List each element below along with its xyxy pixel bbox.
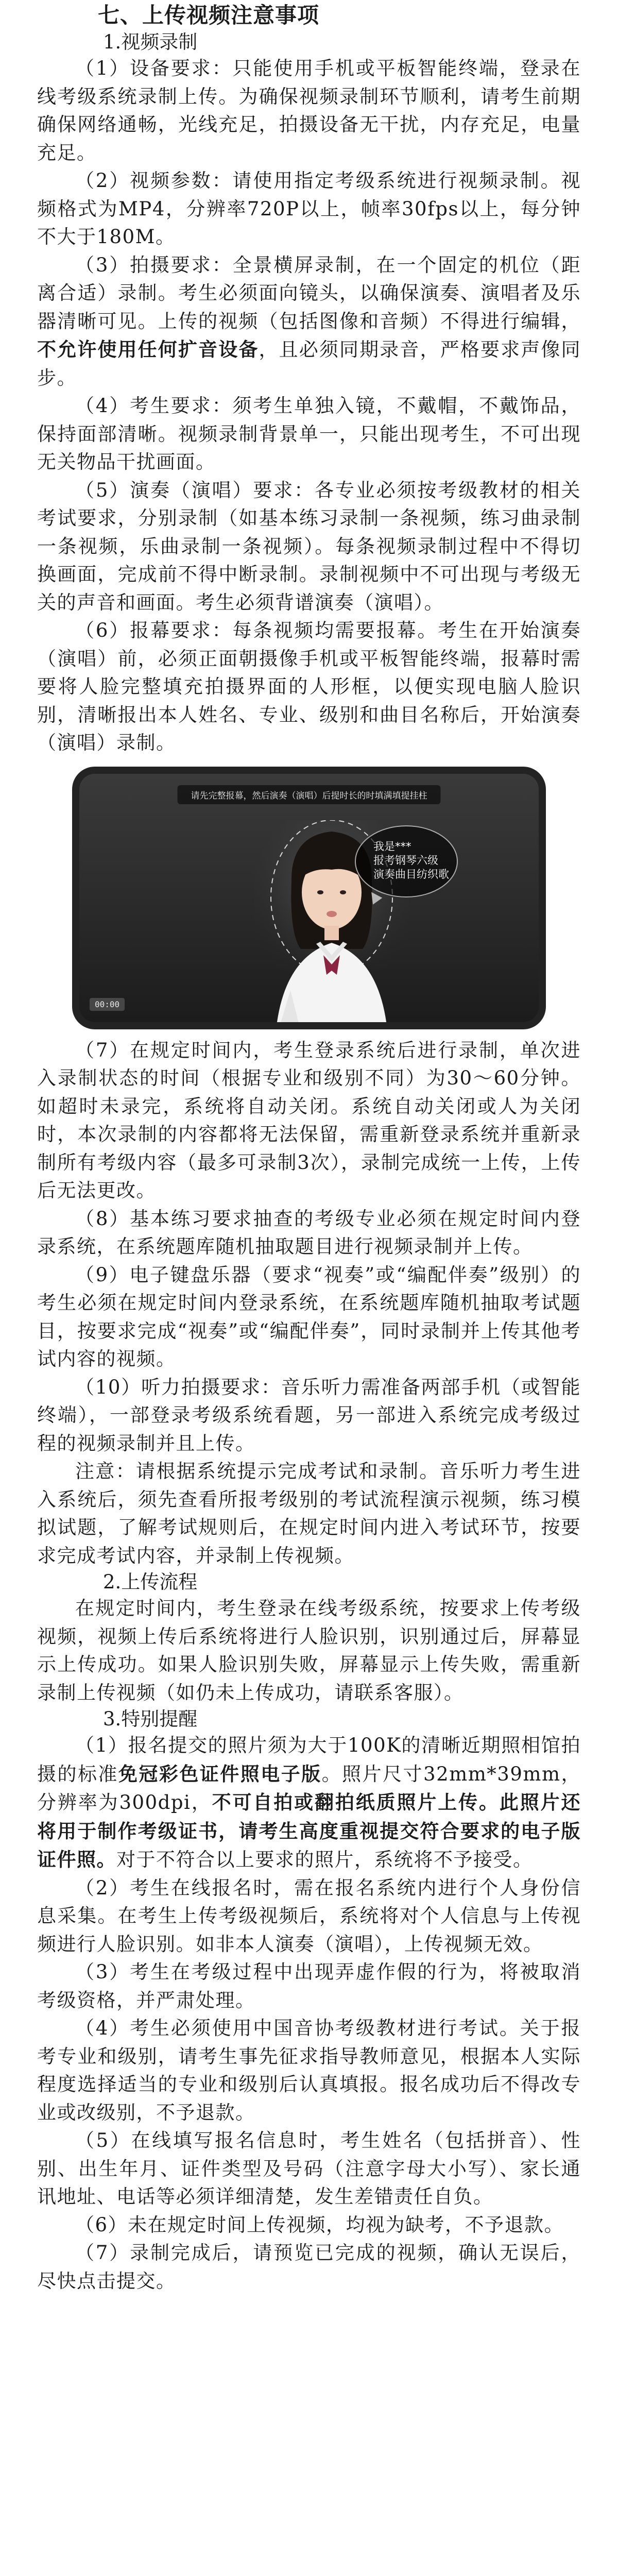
reminder-fraud: （3）考生在考级过程中出现弄虚作假的行为，将被取消考级资格，并严肃处理。 bbox=[37, 1961, 581, 2011]
item-candidate-requirements: （4）考生要求：须考生单独入镜，不戴帽，不戴饰品，保持面部清晰。视频录制背景单一，只能出现考生，不可出现无关物品干扰画面。 bbox=[37, 395, 581, 473]
reminder-deadline: （6）未在规定时间上传视频，均视为缺考，不予退款。 bbox=[75, 2213, 564, 2236]
phone-frame bbox=[72, 767, 546, 1029]
reminder-registration-info: （5）在线填写报名信息时，考生姓名（包括拼音）、性别、出生年月、证件类型及号码（注意字母大小写）、家长通讯地址、电话等必须详细清楚，发生差错责任自负。 bbox=[37, 2129, 581, 2208]
item-electronic-keyboard: （9）电子键盘乐器（要求“视奏”或“编配伴奏”级别）的考生必须在规定时间内登录系统，在系统题库随机抽取考试题目，按要求完成“视奏”或“编配伴奏”，同时录制并上传其他考试内容的视频。 bbox=[37, 1263, 581, 1370]
photo-text-bold-2: 不可自拍或翻拍纸质照片上传。此照片还将用于制作考级证书，请考生高度重视提交符合要求的电子版证件照。 bbox=[37, 1791, 581, 1871]
reminder-photo bbox=[37, 1732, 581, 1874]
photo-text-c: 。照片尺寸32mm*39mm，分辨率为300dpi， bbox=[37, 1762, 581, 1814]
item-listening-shooting: （10）听力拍摄要求：音乐听力需准备两部手机（或智能终端），一部登录考级系统看题，另一部进入系统完成考级过程的视频录制并且上传。 bbox=[37, 1376, 581, 1454]
part3-heading: 3.特别提醒 bbox=[103, 1708, 198, 1730]
photo-text-e: 对于不符合以上要求的照片，系统将不予接受。 bbox=[116, 1849, 533, 1871]
upload-process-text: 在规定时间内，考生登录在线考级系统，按要求上传考级视频，视频上传后系统将进行人脸识别，识别通过后，屏幕显示上传成功。如果人脸识别失败，屏幕显示上传失败，需重新录制上传视频（如仍未上传成功，请联系客服）。 bbox=[37, 1597, 581, 1704]
bubble-line-piece: 演奏曲目纺织歌 bbox=[373, 868, 449, 880]
reminder-identity: （2）考生在线报名时，需在报名系统内进行个人身份信息采集。在考生上传考级视频后，系统将对个人信息与上传视频进行人脸识别。如非本人演奏（演唱），上传视频无效。 bbox=[37, 1876, 581, 1955]
photo-text-bold-1: 免冠彩色证件照电子版 bbox=[118, 1762, 322, 1785]
bubble-line-level: 报考钢琴六级 bbox=[373, 854, 438, 867]
item-performance-requirements: （5）演奏（演唱）要求：各专业必须按考级教材的相关考试要求，分别录制（如基本练习录制一条视频，练习曲录制一条视频，乐曲录制一条视频）。每条视频录制过程中不得切换画面，完成前不得中断录制。录制视频中不可出现与考级无关的声音和画面。考生必须背谱演奏（演唱）。 bbox=[37, 479, 581, 614]
item-recording-time: （7）在规定时间内，考生登录系统后进行录制，单次进入录制状态的时间（根据专业和级别不同）为30～60分钟。如超时未录完，系统将自动关闭。系统自动关闭或人为关闭时，本次录制的内容都将无法保留，需重新登录系统并重新录制所有考级内容（最多可录制3次），录制完成统一上传，上传后无法更改。 bbox=[37, 1039, 581, 1201]
listening-note: 注意：请根据系统提示完成考试和录制。音乐听力考生进入系统后，须先查看所报考级别的考试流程演示视频，练习模拟试题，了解考试规则后，在规定时间内进入考试环节，按要求完成考试内容，并录制上传视频。 bbox=[37, 1460, 581, 1567]
announcement-speech-bubble bbox=[355, 825, 458, 897]
item-device-requirements: （1）设备要求：只能使用手机或平板智能终端，登录在线考级系统录制上传。为确保视频录制环节顺利，请考生前期确保网络通畅，光线充足，拍摄设备无干扰，内存充足，电量充足。 bbox=[37, 57, 581, 164]
item-video-parameters: （2）视频参数：请使用指定考级系统进行视频录制。视频格式为MP4，分辨率720P以上，帧率30fps以上，每分钟不大于180M。 bbox=[37, 170, 581, 248]
part2-heading: 2.上传流程 bbox=[103, 1571, 198, 1593]
shooting-text-a: （3）拍摄要求：全景横屏录制，在一个固定的机位（距离合适）录制。考生必须面向镜头，以确保演奏、演唱者及乐器清晰可见。上传的视频（包括图像和音频）不得进行编辑， bbox=[37, 253, 581, 332]
item-basic-practice: （8）基本练习要求抽查的考级专业必须在规定时间内登录系统，在系统题库随机抽取题目进行视频录制并上传。 bbox=[37, 1207, 581, 1258]
part1-heading: 1.视频录制 bbox=[103, 31, 198, 53]
item-shooting-requirements bbox=[37, 251, 581, 393]
video-instruction-caption: 请先完整报幕，然后演奏（演唱）后提时长的时填满填提挂柱 bbox=[178, 785, 441, 804]
bubble-line-name: 我是*** bbox=[373, 840, 411, 853]
video-timestamp: 00:00 bbox=[90, 998, 125, 1011]
shooting-text-bold: 不允许使用任何扩音设备 bbox=[37, 338, 259, 361]
section-title: 七、上传视频注意事项 bbox=[98, 3, 320, 28]
item-announcement-requirements: （6）报幕要求：每条视频均需要报幕。考生在开始演奏（演唱）前，必须正面朝摄像手机或平板智能终端，报幕时需要将人脸完整填充拍摄界面的人形框，以便实现电脑人脸识别，清晰报出本人姓名、专业、级别和曲目名称后，开始演奏（演唱）录制。 bbox=[37, 619, 581, 754]
photo-text-a: （1）报名提交的照片须为大于100K的清晰近期照相馆拍摄的标准 bbox=[37, 1734, 581, 1785]
example-video-screenshot bbox=[72, 767, 546, 1029]
reminder-submit: （7）录制完成后，请预览已完成的视频，确认无误后，尽快点击提交。 bbox=[37, 2242, 581, 2292]
shooting-text-c: ，且必须同期录音，严格要求声像同步。 bbox=[37, 338, 581, 389]
reminder-textbook: （4）考生必须使用中国音协考级教材进行考试。关于报考专业和级别，请考生事先征求指导教师意见，根据本人实际程度选择适当的专业和级别后认真填报。报名成功后不得改专业或改级别，不予退款。 bbox=[37, 2017, 581, 2124]
video-preview bbox=[79, 774, 539, 1022]
